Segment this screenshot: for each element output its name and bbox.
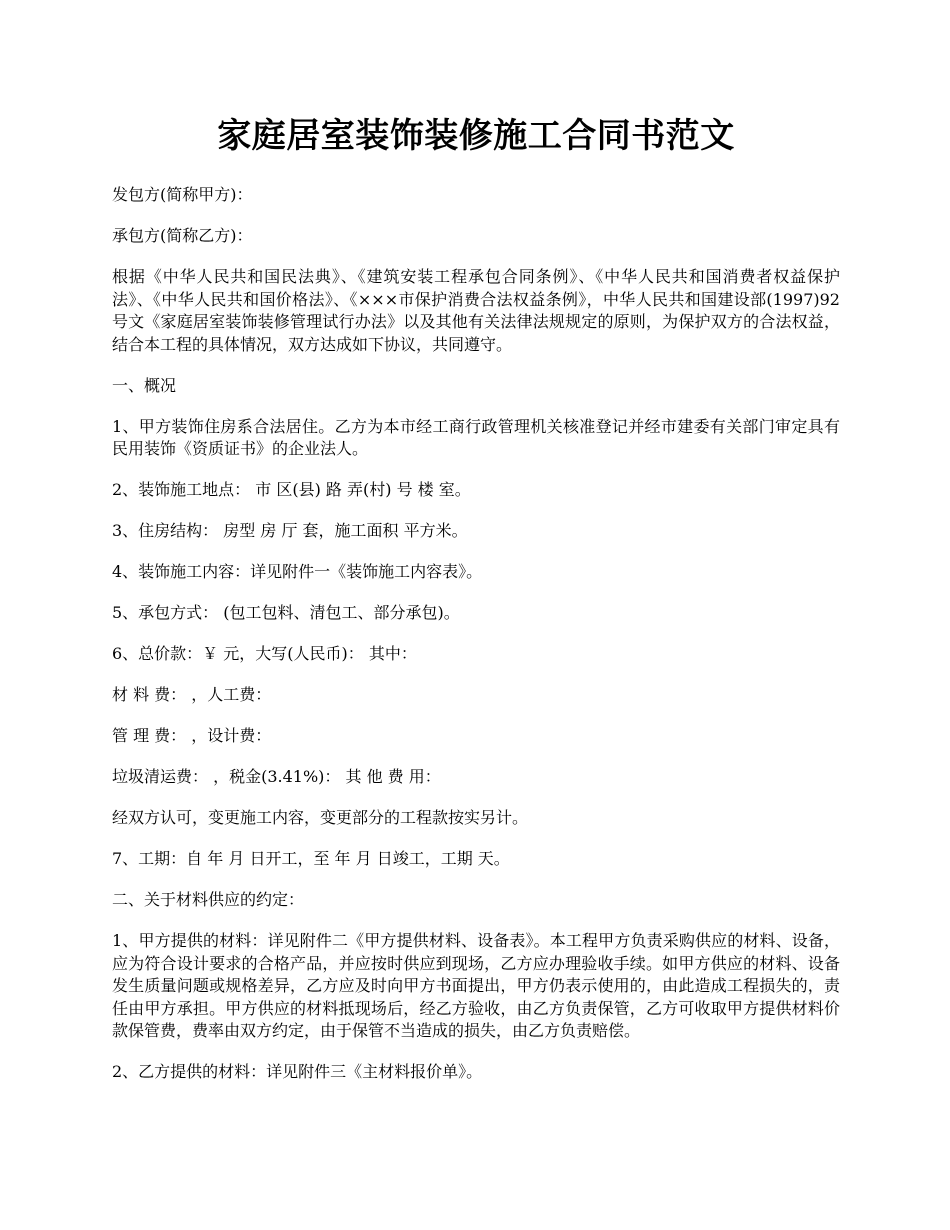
- section-heading-materials: 二、关于材料供应的约定：: [112, 890, 305, 909]
- document-title: 家庭居室装饰装修施工合同书范文: [217, 116, 735, 156]
- document-page: [112, 108, 840, 1102]
- cost-line-management: 管 理 费： ，设计费：: [112, 726, 272, 745]
- clause-1-2: 2、装饰施工地点： 市 区(县) 路 弄(村) 号 楼 室。: [112, 480, 471, 499]
- party-b-line: 承包方(简称乙方)：: [112, 226, 253, 245]
- clause-1-4: 4、装饰施工内容：详见附件一《装饰施工内容表》。: [112, 562, 483, 581]
- cost-line-materials: 材 料 费： ，人工费：: [112, 685, 272, 704]
- cost-line-waste: 垃圾清运费： ，税金(3.41%)： 其 他 费 用：: [112, 767, 441, 786]
- party-a-line: 发包方(简称甲方)：: [112, 185, 253, 204]
- clause-1-6: 6、总价款：￥ 元，大写(人民币)： 其中：: [112, 644, 417, 663]
- clause-1-1: 1、甲方装饰住房系合法居住。乙方为本市经工商行政管理机关核准登记并经市建委有关部门审定具有民用装饰《资质证书》的企业法人。: [112, 416, 840, 458]
- clause-1-7: 7、工期：自 年 月 日开工，至 年 月 日竣工，工期 天。: [112, 849, 510, 868]
- cost-change-note: 经双方认可，变更施工内容，变更部分的工程款按实另计。: [112, 808, 529, 827]
- clause-2-1: 1、甲方提供的材料：详见附件二《甲方提供材料、设备表》。本工程甲方负责采购供应的材料、设备，应为符合设计要求的合格产品，并应按时供应到现场，乙方应办理验收手续。如甲方供应的材料、设备发生质量问题或规格差异，乙方应及时向甲方书面提出，甲方仍表示使用的，由此造成工程损失的，责任由甲方承担。甲方供应的材料抵现场后，经乙方验收，由乙方负责保管，乙方可收取甲方提供材料价款保管费，费率由双方约定，由于保管不当造成的损失，由乙方负责赔偿。: [112, 931, 840, 1040]
- clause-1-3: 3、住房结构： 房型 房 厅 套，施工面积 平方米。: [112, 521, 468, 540]
- legal-basis-paragraph: 根据《中华人民共和国民法典》、《建筑安装工程承包合同条例》、《中华人民共和国消费者权益保护法》、《中华人民共和国价格法》、《×××市保护消费合法权益条例》，中华人民共和国建设部(1997)92号文《家庭居室装饰装修管理试行办法》以及其他有关法律法规规定的原则，为保护双方的合法权益，结合本工程的具体情况，双方达成如下协议，共同遵守。: [112, 267, 840, 354]
- clause-1-5: 5、承包方式： (包工包料、清包工、部分承包)。: [112, 603, 460, 622]
- clause-2-2: 2、乙方提供的材料：详见附件三《主材料报价单》。: [112, 1062, 483, 1081]
- section-heading-overview: 一、概况: [112, 375, 177, 395]
